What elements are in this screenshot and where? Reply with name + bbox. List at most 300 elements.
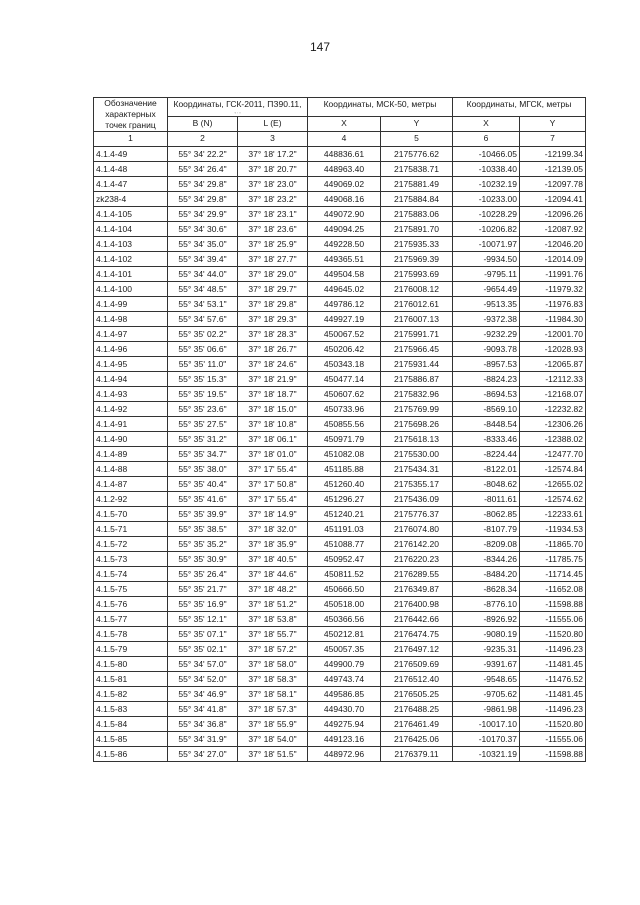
- point-id-cell: 4.1.2-92: [94, 492, 168, 507]
- point-id-cell: 4.1.4-96: [94, 342, 168, 357]
- table-row: [94, 147, 586, 162]
- point-id-cell: 4.1.4-104: [94, 222, 168, 237]
- y-msk-cell: 2175931.44: [381, 357, 453, 372]
- longitude-cell: 37° 18' 57.2": [238, 642, 308, 657]
- y-mgsk-cell: -11934.53: [520, 522, 586, 537]
- longitude-cell: 37° 18' 53.8": [238, 612, 308, 627]
- header-group-msk: Координаты, МСК-50, метры: [308, 98, 453, 117]
- y-msk-cell: 2176142.20: [381, 537, 453, 552]
- longitude-cell: 37° 18' 20.7": [238, 162, 308, 177]
- latitude-cell: 55° 35' 16.9": [168, 597, 238, 612]
- x-msk-cell: 451082.08: [308, 447, 381, 462]
- table-row: [94, 192, 586, 207]
- x-msk-cell: 449365.51: [308, 252, 381, 267]
- y-msk-cell: 2176379.11: [381, 747, 453, 762]
- y-mgsk-cell: -12112.33: [520, 372, 586, 387]
- point-id-cell: 4.1.4-95: [94, 357, 168, 372]
- point-id-cell: 4.1.5-75: [94, 582, 168, 597]
- longitude-cell: 37° 18' 29.3": [238, 312, 308, 327]
- y-mgsk-cell: -12655.02: [520, 477, 586, 492]
- y-mgsk-cell: -12028.93: [520, 342, 586, 357]
- latitude-cell: 55° 35' 12.1": [168, 612, 238, 627]
- table-row: [94, 177, 586, 192]
- y-msk-cell: 2175886.87: [381, 372, 453, 387]
- y-msk-cell: 2175991.71: [381, 327, 453, 342]
- point-id-cell: 4.1.4-103: [94, 237, 168, 252]
- y-mgsk-cell: -11598.88: [520, 747, 586, 762]
- latitude-cell: 55° 35' 40.4": [168, 477, 238, 492]
- latitude-cell: 55° 35' 41.6": [168, 492, 238, 507]
- longitude-cell: 37° 18' 06.1": [238, 432, 308, 447]
- latitude-cell: 55° 34' 44.0": [168, 267, 238, 282]
- x-msk-cell: 449094.25: [308, 222, 381, 237]
- table-row: [94, 702, 586, 717]
- latitude-cell: 55° 35' 38.0": [168, 462, 238, 477]
- y-msk-cell: 2175881.49: [381, 177, 453, 192]
- x-msk-cell: 449586.85: [308, 687, 381, 702]
- x-msk-cell: 449900.79: [308, 657, 381, 672]
- latitude-cell: 55° 34' 46.9": [168, 687, 238, 702]
- point-id-cell: 4.1.5-80: [94, 657, 168, 672]
- y-mgsk-cell: -12046.20: [520, 237, 586, 252]
- longitude-cell: 37° 17' 50.8": [238, 477, 308, 492]
- longitude-cell: 37° 18' 21.9": [238, 372, 308, 387]
- latitude-cell: 55° 34' 30.6": [168, 222, 238, 237]
- table-row: [94, 387, 586, 402]
- x-msk-cell: 450666.50: [308, 582, 381, 597]
- y-mgsk-cell: -12574.84: [520, 462, 586, 477]
- latitude-cell: 55° 35' 02.2": [168, 327, 238, 342]
- longitude-cell: 37° 18' 15.0": [238, 402, 308, 417]
- longitude-cell: 37° 18' 23.2": [238, 192, 308, 207]
- header-y-msk: Y: [381, 117, 453, 132]
- x-msk-cell: 449927.19: [308, 312, 381, 327]
- y-msk-cell: 2175698.26: [381, 417, 453, 432]
- table-row: [94, 612, 586, 627]
- point-id-cell: 4.1.4-105: [94, 207, 168, 222]
- point-id-cell: 4.1.4-49: [94, 147, 168, 162]
- header-group-gsk: Координаты, ГСК-2011, ПЗ90.11, ° ' ": [168, 98, 308, 117]
- header-x-mgsk: X: [453, 117, 520, 132]
- latitude-cell: 55° 35' 23.6": [168, 402, 238, 417]
- table-row: [94, 747, 586, 762]
- latitude-cell: 55° 35' 27.5": [168, 417, 238, 432]
- x-msk-cell: 450343.18: [308, 357, 381, 372]
- y-msk-cell: 2175434.31: [381, 462, 453, 477]
- latitude-cell: 55° 34' 52.0": [168, 672, 238, 687]
- table-row: [94, 312, 586, 327]
- x-mgsk-cell: -10338.40: [453, 162, 520, 177]
- x-mgsk-cell: -9513.35: [453, 297, 520, 312]
- y-mgsk-cell: -11865.70: [520, 537, 586, 552]
- x-msk-cell: 450518.00: [308, 597, 381, 612]
- y-mgsk-cell: -12306.26: [520, 417, 586, 432]
- x-mgsk-cell: -8448.54: [453, 417, 520, 432]
- x-mgsk-cell: -10170.37: [453, 732, 520, 747]
- table-row: [94, 732, 586, 747]
- table-row: [94, 567, 586, 582]
- y-mgsk-cell: -11555.06: [520, 732, 586, 747]
- longitude-cell: 37° 17' 55.4": [238, 462, 308, 477]
- y-msk-cell: 2176474.75: [381, 627, 453, 642]
- longitude-cell: 37° 18' 51.2": [238, 597, 308, 612]
- x-msk-cell: 449275.94: [308, 717, 381, 732]
- point-id-cell: 4.1.5-85: [94, 732, 168, 747]
- longitude-cell: 37° 18' 44.6": [238, 567, 308, 582]
- table-row: [94, 492, 586, 507]
- y-msk-cell: 2175618.13: [381, 432, 453, 447]
- x-mgsk-cell: -9232.29: [453, 327, 520, 342]
- table-row: [94, 582, 586, 597]
- point-id-cell: 4.1.4-93: [94, 387, 168, 402]
- longitude-cell: 37° 18' 35.9": [238, 537, 308, 552]
- table-row: [94, 252, 586, 267]
- x-mgsk-cell: -9093.78: [453, 342, 520, 357]
- table-row: [94, 417, 586, 432]
- y-mgsk-cell: -11476.52: [520, 672, 586, 687]
- longitude-cell: 37° 18' 24.6": [238, 357, 308, 372]
- y-mgsk-cell: -12014.09: [520, 252, 586, 267]
- x-msk-cell: 450206.42: [308, 342, 381, 357]
- longitude-cell: 37° 18' 26.7": [238, 342, 308, 357]
- y-msk-cell: 2175838.71: [381, 162, 453, 177]
- y-mgsk-cell: -12139.05: [520, 162, 586, 177]
- longitude-cell: 37° 18' 23.0": [238, 177, 308, 192]
- table-body: [94, 147, 586, 762]
- x-msk-cell: 450855.56: [308, 417, 381, 432]
- x-msk-cell: 449228.50: [308, 237, 381, 252]
- latitude-cell: 55° 34' 26.4": [168, 162, 238, 177]
- x-msk-cell: 448836.61: [308, 147, 381, 162]
- point-id-cell: 4.1.4-92: [94, 402, 168, 417]
- latitude-cell: 55° 35' 02.1": [168, 642, 238, 657]
- y-mgsk-cell: -11481.45: [520, 687, 586, 702]
- x-msk-cell: 451088.77: [308, 537, 381, 552]
- point-id-cell: 4.1.5-76: [94, 597, 168, 612]
- column-number: 4: [308, 132, 381, 147]
- latitude-cell: 55° 35' 34.7": [168, 447, 238, 462]
- x-msk-cell: 449072.90: [308, 207, 381, 222]
- y-mgsk-cell: -11555.06: [520, 612, 586, 627]
- latitude-cell: 55° 35' 30.9": [168, 552, 238, 567]
- y-msk-cell: 2176012.61: [381, 297, 453, 312]
- y-mgsk-cell: -11496.23: [520, 702, 586, 717]
- longitude-cell: 37° 18' 23.6": [238, 222, 308, 237]
- point-id-cell: 4.1.4-94: [94, 372, 168, 387]
- table-row: [94, 657, 586, 672]
- table-row: [94, 642, 586, 657]
- x-mgsk-cell: -9861.98: [453, 702, 520, 717]
- x-mgsk-cell: -8122.01: [453, 462, 520, 477]
- table-row: [94, 717, 586, 732]
- longitude-cell: 37° 18' 57.3": [238, 702, 308, 717]
- latitude-cell: 55° 35' 19.5": [168, 387, 238, 402]
- y-mgsk-cell: -12097.78: [520, 177, 586, 192]
- latitude-cell: 55° 34' 53.1": [168, 297, 238, 312]
- point-id-cell: 4.1.4-87: [94, 477, 168, 492]
- column-number: 3: [238, 132, 308, 147]
- point-id-cell: 4.1.5-79: [94, 642, 168, 657]
- longitude-cell: 37° 18' 25.9": [238, 237, 308, 252]
- y-mgsk-cell: -11714.45: [520, 567, 586, 582]
- table-row: [94, 477, 586, 492]
- longitude-cell: 37° 18' 28.3": [238, 327, 308, 342]
- coordinates-table: [93, 97, 586, 762]
- y-msk-cell: 2176289.55: [381, 567, 453, 582]
- longitude-cell: 37° 18' 48.2": [238, 582, 308, 597]
- point-id-cell: 4.1.5-78: [94, 627, 168, 642]
- latitude-cell: 55° 35' 11.0": [168, 357, 238, 372]
- point-id-cell: 4.1.5-77: [94, 612, 168, 627]
- header-x-msk: X: [308, 117, 381, 132]
- y-msk-cell: 2175776.37: [381, 507, 453, 522]
- table-row: [94, 672, 586, 687]
- x-mgsk-cell: -8824.23: [453, 372, 520, 387]
- y-mgsk-cell: -12232.82: [520, 402, 586, 417]
- x-msk-cell: 451191.03: [308, 522, 381, 537]
- y-mgsk-cell: -11652.08: [520, 582, 586, 597]
- x-mgsk-cell: -8628.34: [453, 582, 520, 597]
- longitude-cell: 37° 17' 55.4": [238, 492, 308, 507]
- x-mgsk-cell: -8107.79: [453, 522, 520, 537]
- x-mgsk-cell: -10206.82: [453, 222, 520, 237]
- x-msk-cell: 449504.58: [308, 267, 381, 282]
- y-msk-cell: 2176442.66: [381, 612, 453, 627]
- point-id-cell: 4.1.5-72: [94, 537, 168, 552]
- x-msk-cell: 450733.96: [308, 402, 381, 417]
- x-msk-cell: 451185.88: [308, 462, 381, 477]
- longitude-cell: 37° 18' 29.7": [238, 282, 308, 297]
- y-msk-cell: 2176008.12: [381, 282, 453, 297]
- y-mgsk-cell: -11520.80: [520, 717, 586, 732]
- x-msk-cell: 451260.40: [308, 477, 381, 492]
- table-row: [94, 207, 586, 222]
- x-msk-cell: 450477.14: [308, 372, 381, 387]
- x-mgsk-cell: -8776.10: [453, 597, 520, 612]
- y-msk-cell: 2176461.49: [381, 717, 453, 732]
- point-id-cell: 4.1.4-48: [94, 162, 168, 177]
- y-msk-cell: 2176505.25: [381, 687, 453, 702]
- table-row: [94, 402, 586, 417]
- x-msk-cell: 449068.16: [308, 192, 381, 207]
- table-row: [94, 222, 586, 237]
- y-mgsk-cell: -11496.23: [520, 642, 586, 657]
- y-mgsk-cell: -11481.45: [520, 657, 586, 672]
- longitude-cell: 37° 18' 58.0": [238, 657, 308, 672]
- y-mgsk-cell: -12388.02: [520, 432, 586, 447]
- table-row: [94, 597, 586, 612]
- y-mgsk-cell: -11785.75: [520, 552, 586, 567]
- point-id-cell: 4.1.4-89: [94, 447, 168, 462]
- x-mgsk-cell: -9235.31: [453, 642, 520, 657]
- y-msk-cell: 2176074.80: [381, 522, 453, 537]
- y-mgsk-cell: -12233.61: [520, 507, 586, 522]
- y-mgsk-cell: -11520.80: [520, 627, 586, 642]
- longitude-cell: 37° 18' 27.7": [238, 252, 308, 267]
- latitude-cell: 55° 35' 15.3": [168, 372, 238, 387]
- y-mgsk-cell: -11984.30: [520, 312, 586, 327]
- x-mgsk-cell: -8048.62: [453, 477, 520, 492]
- longitude-cell: 37° 18' 18.7": [238, 387, 308, 402]
- table-row: [94, 267, 586, 282]
- y-msk-cell: 2176497.12: [381, 642, 453, 657]
- point-id-cell: 4.1.4-100: [94, 282, 168, 297]
- x-msk-cell: 449069.02: [308, 177, 381, 192]
- latitude-cell: 55° 34' 22.2": [168, 147, 238, 162]
- header-group-mgsk: Координаты, МГСК, метры: [453, 98, 586, 117]
- x-mgsk-cell: -9934.50: [453, 252, 520, 267]
- point-id-cell: 4.1.5-70: [94, 507, 168, 522]
- point-id-cell: 4.1.4-101: [94, 267, 168, 282]
- y-msk-cell: 2176220.23: [381, 552, 453, 567]
- y-msk-cell: 2176007.13: [381, 312, 453, 327]
- point-id-cell: 4.1.5-81: [94, 672, 168, 687]
- point-id-cell: 4.1.4-91: [94, 417, 168, 432]
- table-row: [94, 507, 586, 522]
- column-number: 6: [453, 132, 520, 147]
- x-mgsk-cell: -10233.00: [453, 192, 520, 207]
- x-mgsk-cell: -9654.49: [453, 282, 520, 297]
- y-mgsk-cell: -12574.62: [520, 492, 586, 507]
- x-msk-cell: 449743.74: [308, 672, 381, 687]
- point-id-cell: 4.1.4-102: [94, 252, 168, 267]
- latitude-cell: 55° 35' 21.7": [168, 582, 238, 597]
- point-id-cell: 4.1.5-84: [94, 717, 168, 732]
- x-msk-cell: 451296.27: [308, 492, 381, 507]
- latitude-cell: 55° 35' 31.2": [168, 432, 238, 447]
- latitude-cell: 55° 35' 07.1": [168, 627, 238, 642]
- y-mgsk-cell: -12168.07: [520, 387, 586, 402]
- latitude-cell: 55° 34' 29.8": [168, 177, 238, 192]
- longitude-cell: 37° 18' 55.9": [238, 717, 308, 732]
- y-msk-cell: 2175436.09: [381, 492, 453, 507]
- latitude-cell: 55° 34' 27.0": [168, 747, 238, 762]
- point-id-cell: 4.1.4-90: [94, 432, 168, 447]
- table-row: [94, 462, 586, 477]
- point-id-cell: 4.1.4-98: [94, 312, 168, 327]
- longitude-cell: 37° 18' 29.8": [238, 297, 308, 312]
- point-id-cell: 4.1.5-74: [94, 567, 168, 582]
- point-id-cell: 4.1.4-99: [94, 297, 168, 312]
- y-msk-cell: 2176488.25: [381, 702, 453, 717]
- table-row: [94, 432, 586, 447]
- longitude-cell: 37° 18' 54.0": [238, 732, 308, 747]
- table-row: [94, 327, 586, 342]
- y-msk-cell: 2176509.69: [381, 657, 453, 672]
- y-msk-cell: 2175969.39: [381, 252, 453, 267]
- table-row: [94, 447, 586, 462]
- latitude-cell: 55° 35' 06.6": [168, 342, 238, 357]
- y-mgsk-cell: -11976.83: [520, 297, 586, 312]
- y-msk-cell: 2175891.70: [381, 222, 453, 237]
- y-msk-cell: 2176512.40: [381, 672, 453, 687]
- y-mgsk-cell: -12199.34: [520, 147, 586, 162]
- longitude-cell: 37° 18' 17.2": [238, 147, 308, 162]
- longitude-cell: 37° 18' 58.3": [238, 672, 308, 687]
- table-row: [94, 522, 586, 537]
- x-mgsk-cell: -8344.26: [453, 552, 520, 567]
- table-row: [94, 282, 586, 297]
- longitude-cell: 37° 18' 55.7": [238, 627, 308, 642]
- x-mgsk-cell: -8926.92: [453, 612, 520, 627]
- latitude-cell: 55° 34' 41.8": [168, 702, 238, 717]
- latitude-cell: 55° 34' 57.6": [168, 312, 238, 327]
- latitude-cell: 55° 34' 29.9": [168, 207, 238, 222]
- table-row: [94, 297, 586, 312]
- point-id-cell: 4.1.5-86: [94, 747, 168, 762]
- y-msk-cell: 2175355.17: [381, 477, 453, 492]
- x-msk-cell: 450366.56: [308, 612, 381, 627]
- x-msk-cell: 448972.96: [308, 747, 381, 762]
- y-msk-cell: 2175935.33: [381, 237, 453, 252]
- point-id-cell: zk238-4: [94, 192, 168, 207]
- table-row: [94, 372, 586, 387]
- header-l: L (E): [238, 117, 308, 132]
- y-mgsk-cell: -11598.88: [520, 597, 586, 612]
- x-mgsk-cell: -9391.67: [453, 657, 520, 672]
- x-mgsk-cell: -10321.19: [453, 747, 520, 762]
- x-msk-cell: 449123.16: [308, 732, 381, 747]
- latitude-cell: 55° 34' 36.8": [168, 717, 238, 732]
- column-number: 1: [94, 132, 168, 147]
- x-msk-cell: 449786.12: [308, 297, 381, 312]
- column-number: 7: [520, 132, 586, 147]
- point-id-cell: 4.1.5-83: [94, 702, 168, 717]
- x-mgsk-cell: -8484.20: [453, 567, 520, 582]
- x-mgsk-cell: -8333.46: [453, 432, 520, 447]
- x-mgsk-cell: -9548.65: [453, 672, 520, 687]
- x-msk-cell: 450811.52: [308, 567, 381, 582]
- point-id-cell: 4.1.5-82: [94, 687, 168, 702]
- x-msk-cell: 450057.35: [308, 642, 381, 657]
- latitude-cell: 55° 35' 38.5": [168, 522, 238, 537]
- y-msk-cell: 2175993.69: [381, 267, 453, 282]
- column-number: 5: [381, 132, 453, 147]
- y-msk-cell: 2176349.87: [381, 582, 453, 597]
- table-row: [94, 162, 586, 177]
- x-mgsk-cell: -8957.53: [453, 357, 520, 372]
- header-point-designation: Обозначение характерных точек границ: [94, 98, 168, 132]
- x-mgsk-cell: -8569.10: [453, 402, 520, 417]
- point-id-cell: 4.1.5-71: [94, 522, 168, 537]
- y-mgsk-cell: -12087.92: [520, 222, 586, 237]
- longitude-cell: 37° 18' 14.9": [238, 507, 308, 522]
- table-row: [94, 552, 586, 567]
- page-number: 147: [309, 40, 331, 54]
- y-msk-cell: 2175530.00: [381, 447, 453, 462]
- table-row: [94, 357, 586, 372]
- y-msk-cell: 2176400.98: [381, 597, 453, 612]
- table-row: [94, 627, 586, 642]
- header-b: B (N): [168, 117, 238, 132]
- longitude-cell: 37° 18' 51.5": [238, 747, 308, 762]
- y-mgsk-cell: -11979.32: [520, 282, 586, 297]
- y-msk-cell: 2175883.06: [381, 207, 453, 222]
- y-mgsk-cell: -12001.70: [520, 327, 586, 342]
- y-mgsk-cell: -12094.41: [520, 192, 586, 207]
- y-msk-cell: 2175884.84: [381, 192, 453, 207]
- x-mgsk-cell: -9705.62: [453, 687, 520, 702]
- x-msk-cell: 449430.70: [308, 702, 381, 717]
- x-mgsk-cell: -10232.19: [453, 177, 520, 192]
- x-msk-cell: 449645.02: [308, 282, 381, 297]
- header-gsk-units-note: ° ' ": [234, 111, 241, 116]
- table-row: [94, 342, 586, 357]
- y-msk-cell: 2176425.06: [381, 732, 453, 747]
- x-msk-cell: 450607.62: [308, 387, 381, 402]
- longitude-cell: 37° 18' 10.8": [238, 417, 308, 432]
- x-mgsk-cell: -10071.97: [453, 237, 520, 252]
